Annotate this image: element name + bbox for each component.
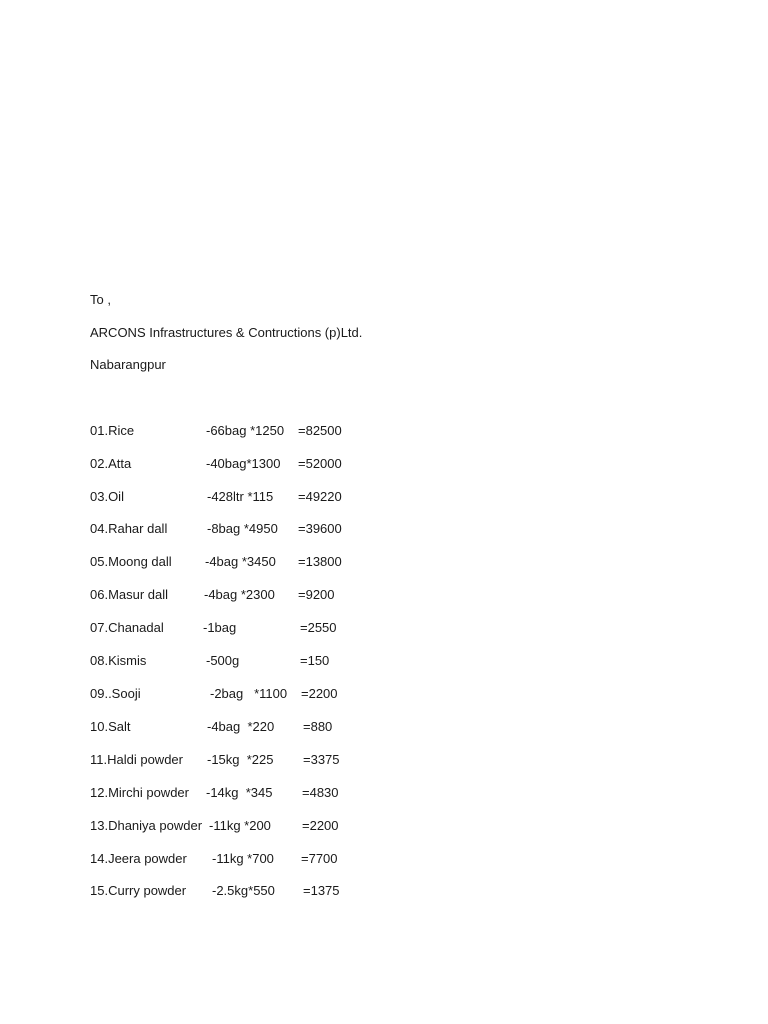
list-item <box>0 423 768 439</box>
item-quantity: -2.5kg*550 <box>212 883 275 898</box>
list-item <box>0 686 768 702</box>
item-total: =1375 <box>303 883 340 898</box>
item-quantity: -4bag *3450 <box>205 554 276 569</box>
item-total: =880 <box>303 719 333 734</box>
list-item <box>0 818 768 834</box>
item-name: 11.Haldi powder <box>90 752 183 767</box>
item-name: 14.Jeera powder <box>90 851 187 866</box>
list-item <box>0 883 768 899</box>
item-total: =7700 <box>301 851 338 866</box>
address-place: Nabarangpur <box>90 357 166 372</box>
item-total: =2550 <box>300 620 337 635</box>
item-quantity: -4bag *220 <box>207 719 275 734</box>
item-name: 01.Rice <box>90 423 135 438</box>
item-name: 15.Curry powder <box>90 883 187 898</box>
list-item <box>0 785 768 801</box>
item-name: 03.Oil <box>90 489 124 504</box>
list-item <box>0 620 768 636</box>
item-total: =2200 <box>301 686 338 701</box>
item-quantity: -8bag *4950 <box>207 521 278 536</box>
item-total: =9200 <box>298 587 335 602</box>
item-quantity: -15kg *225 <box>207 752 274 767</box>
address-to: To , <box>90 292 111 307</box>
item-total: =82500 <box>298 423 342 438</box>
list-item <box>0 752 768 768</box>
list-item <box>0 456 768 472</box>
item-total: =4830 <box>302 785 339 800</box>
item-name: 10.Salt <box>90 719 131 734</box>
item-total: =150 <box>300 653 330 668</box>
item-quantity: -2bag *1100 <box>210 686 288 701</box>
item-quantity: -428ltr *115 <box>207 489 274 504</box>
list-item <box>0 554 768 570</box>
item-quantity: -1bag <box>203 620 237 635</box>
item-total: =39600 <box>298 521 342 536</box>
list-item <box>0 521 768 537</box>
list-item <box>0 489 768 505</box>
list-item <box>0 851 768 867</box>
item-name: 13.Dhaniya powder <box>90 818 203 833</box>
item-quantity: -500g <box>206 653 240 668</box>
item-total: =49220 <box>298 489 342 504</box>
item-total: =52000 <box>298 456 342 471</box>
item-name: 09..Sooji <box>90 686 141 701</box>
item-name: 06.Masur dall <box>90 587 169 602</box>
item-quantity: -14kg *345 <box>206 785 273 800</box>
list-item <box>0 653 768 669</box>
item-name: 07.Chanadal <box>90 620 164 635</box>
item-name: 05.Moong dall <box>90 554 172 569</box>
item-quantity: -40bag*1300 <box>206 456 281 471</box>
item-quantity: -66bag *1250 <box>206 423 285 438</box>
item-total: =3375 <box>303 752 340 767</box>
item-quantity: -11kg *200 <box>209 818 271 833</box>
item-total: =13800 <box>298 554 342 569</box>
item-total: =2200 <box>302 818 339 833</box>
item-name: 02.Atta <box>90 456 132 471</box>
list-item <box>0 587 768 603</box>
item-name: 04.Rahar dall <box>90 521 168 536</box>
list-item <box>0 719 768 735</box>
address-company: ARCONS Infrastructures & Contructions (p)Ltd. <box>90 325 363 340</box>
item-name: 12.Mirchi powder <box>90 785 189 800</box>
item-name: 08.Kismis <box>90 653 147 668</box>
item-quantity: -11kg *700 <box>212 851 274 866</box>
item-quantity: -4bag *2300 <box>204 587 275 602</box>
